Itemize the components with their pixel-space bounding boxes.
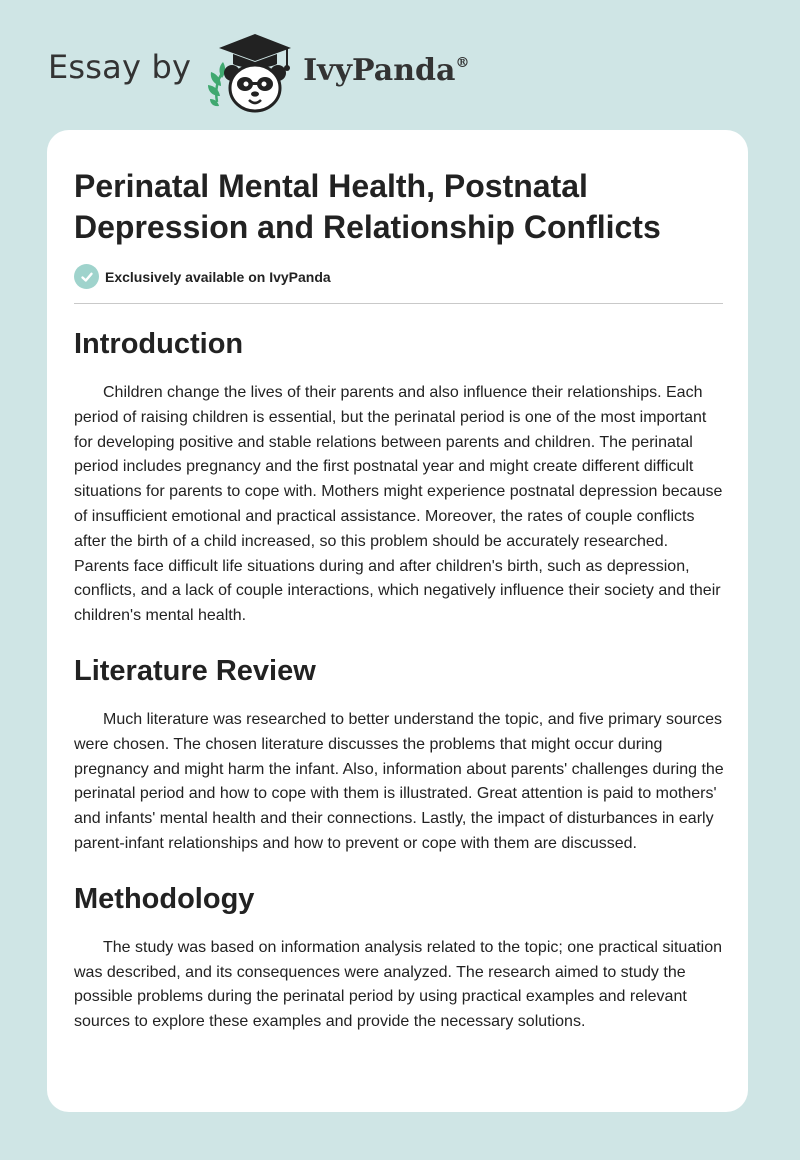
checkmark-icon [74,264,99,289]
essay-by-label: Essay by [48,48,192,86]
section-methodology [74,881,726,1035]
site-header [48,28,469,118]
section-heading: Introduction [74,328,244,360]
exclusive-badge [74,264,331,289]
panda-logo-icon[interactable] [205,28,297,118]
registered-mark: ® [455,54,470,71]
brand-name[interactable]: IvyPanda® [303,52,470,88]
exclusive-label: Exclusively available on IvyPanda [105,268,331,285]
section-heading: Literature Review [74,654,316,687]
section-literature-review [74,653,726,857]
section-paragraph: The study was based on information analysis related to the topic; one practical situation was described, and its consequences were analyzed. The research aimed to study the possible problems during the perinatal period by using practical examples and relevant sources to explore these examples and provide the necessary solutions. [74,938,723,1031]
section-heading: Methodology [74,882,255,915]
section-introduction [74,326,726,629]
essay-title: Perinatal Mental Health, Postnatal Depression and Relationship Conflicts [74,168,661,245]
title-divider [74,303,723,304]
essay-content [74,326,726,1035]
essay-card [47,130,748,1112]
section-paragraph: Much literature was researched to better understand the topic, and five primary sources were chosen. The chosen literature discusses the problems that might occur during pregnancy and might harm the infant. Also, information about parents' challenges during the perinatal period and how to cope with them is illustrated. Great attention is paid to mothers' and infants' mental health and their connections. Lastly, the impact of disturbances in early parent-infant relationships and how to prevent or cope with them are discussed. [74,710,724,852]
section-paragraph: Children change the lives of their parents and also influence their relationships. Each period of raising children is essential, but the perinatal period is one of the most important for developing positive and stable relations between parents and children. The perinatal period includes pregnancy and the first postnatal year and might create different difficult situations for parents to cope with. Mothers might experience postnatal depression because of insufficient emotional and practical assistance. Moreover, the rates of couple conflicts after the birth of a child increased, so this problem should be accurately researched. Parents face difficult life situations during and after children's birth, such as depression, conflicts, and a lack of couple interactions, which negatively influence their society and their children's mental health. [74,384,723,625]
